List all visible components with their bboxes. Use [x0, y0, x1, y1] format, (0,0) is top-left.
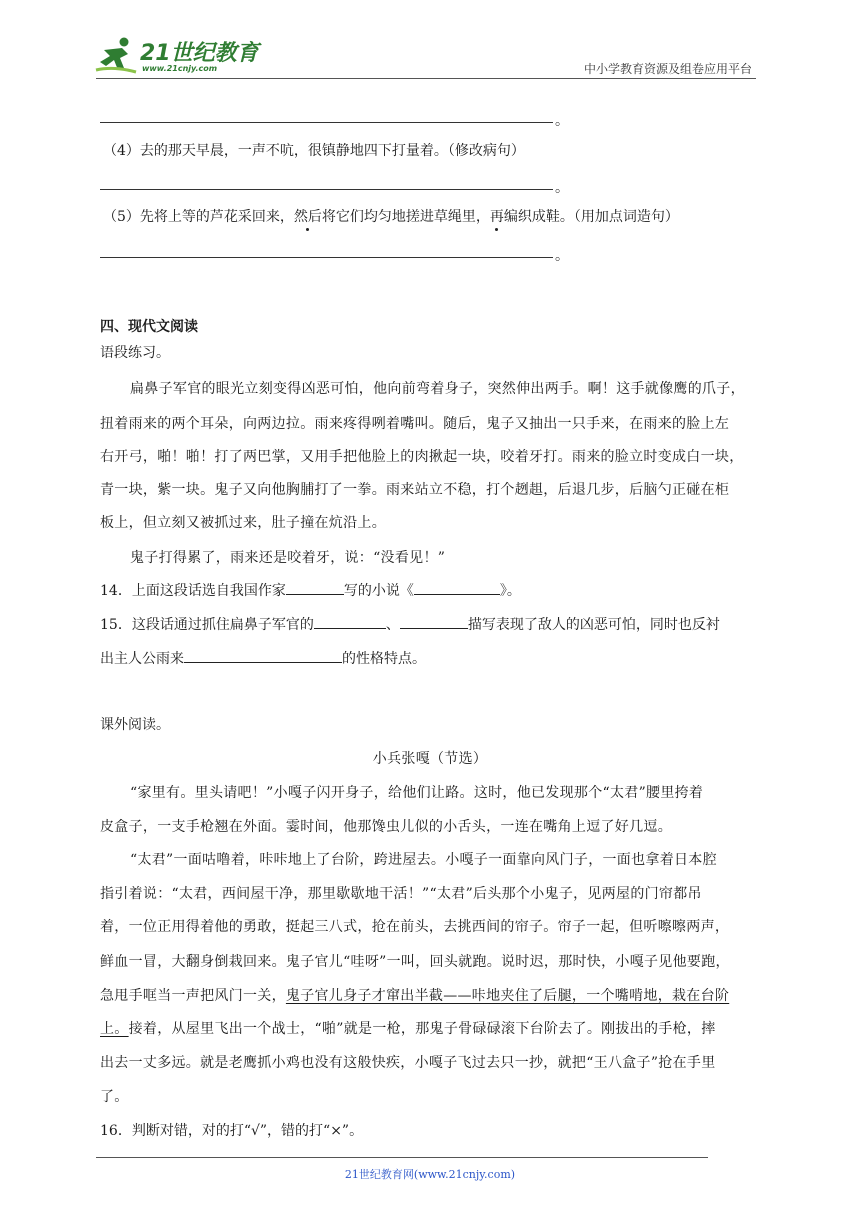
question-4: （4）去的那天早晨，一声不吭，很镇静地四下打量着。（修改病句）	[103, 143, 525, 159]
q15-text: 15．这段话通过抓住扁鼻子军官的	[100, 617, 314, 633]
site-logo	[94, 36, 264, 80]
passage-text: 急甩手哐当一声把风门一关，	[100, 988, 286, 1004]
underlined-sentence: 鬼子官儿身子才窜出半截——咔地夹住了后腿，一个嘴啃地，栽在台阶	[285, 988, 730, 1004]
q15-text: 、	[385, 617, 400, 633]
q5-suffix: 编织成鞋。（用加点词造句）	[503, 209, 679, 225]
question-5	[103, 206, 679, 226]
runner-logo-icon	[94, 36, 138, 76]
question-15-line2	[100, 648, 426, 668]
passage-line: 着，一位正用得着他的勇敢，挺起三八式，抢在前头，去挑西间的帘子。帘子一起，但听嚓嚓两声，	[100, 919, 730, 935]
end-mark: 。	[555, 248, 569, 264]
underlined-sentence: 上。	[100, 1021, 129, 1037]
passage-text: 接着，从屋里飞出一个战士，“啪”就是一枪，那鬼子骨碌碌滚下台阶去了。刚拔出的手枪，摔	[128, 1021, 716, 1037]
passage-line: 指引着说：“太君，西间屋干净，那里歇歇地干活！”“太君”后头那个小鬼子，见两屋的门帘都吊	[100, 886, 702, 902]
footer-link[interactable]: 21世纪教育网(www.21cnjy.com)	[344, 1168, 516, 1181]
passage-line: 皮盒子，一支手枪翘在外面。霎时间，他那馋虫儿似的小舌头，一连在嘴角上逗了好几逗。	[100, 819, 672, 835]
end-mark: 。	[555, 180, 569, 196]
passage-title: 小兵张嘎（节选）	[372, 751, 488, 767]
q5-prefix: （5）先将上等的芦花采回来，	[103, 209, 294, 225]
q5-dotted-word: 然后	[294, 206, 322, 226]
footer-divider	[96, 1157, 708, 1158]
q15-text: 描写表现了敌人的凶恶可怕，同时也反衬	[467, 617, 720, 633]
header-divider	[96, 78, 756, 79]
q14-text: 14．上面这段话选自我国作家	[100, 583, 286, 599]
passage-line: “太君”一面咕噜着，咔咔地上了台阶，跨进屋去。小嘎子一面靠向风门子，一面也拿着日本腔	[130, 852, 717, 868]
answer-line	[100, 257, 553, 258]
q15-blank-2[interactable]	[400, 614, 468, 629]
section-intro: 语段练习。	[100, 345, 170, 361]
extra-reading-intro: 课外阅读。	[100, 717, 170, 733]
passage-line	[100, 1018, 716, 1038]
q14-blank-author[interactable]	[286, 580, 344, 595]
question-14	[100, 580, 521, 600]
platform-name: 中小学教育资源及组卷应用平台	[583, 62, 752, 76]
q15-blank-3[interactable]	[184, 648, 342, 663]
q15-blank-1[interactable]	[314, 614, 386, 629]
q14-text: 写的小说《	[343, 583, 414, 599]
passage-line: “家里有。里头请吧！”小嘎子闪开身子，给他们让路。这时，他已发现那个“太君”腰里挎着	[130, 785, 704, 801]
question-16: 16．判断对错，对的打“√”，错的打“×”。	[100, 1123, 364, 1139]
passage-line: 扭着雨来的两个耳朵，向两边拉。雨来疼得咧着嘴叫。随后，鬼子又抽出一只手来，在雨来的脸上左	[100, 416, 730, 432]
answer-line	[100, 189, 553, 190]
passage-line: 出去一丈多远。就是老鹰抓小鸡也没有这般快疾，小嘎子飞过去只一抄，就把“王八盒子”抢在手里	[100, 1055, 716, 1071]
end-mark: 。	[555, 113, 569, 129]
passage-line	[100, 985, 729, 1005]
q15-text: 出主人公雨来	[100, 651, 184, 667]
passage-line: 青一块，紫一块。鬼子又向他胸脯打了一拳。雨来站立不稳，打个趔趄，后退几步，后脑勺正碰在柜	[100, 482, 730, 498]
q14-text: 》。	[499, 583, 521, 599]
passage-line: 右开弓，啪！啪！打了两巴掌，又用手把他脸上的肉揪起一块，咬着牙打。雨来的脸立时变成白一块，	[100, 449, 744, 465]
passage-line: 鬼子打得累了，雨来还是咬着牙，说：“没看见！”	[130, 550, 446, 566]
logo-text: 21世纪教育	[140, 41, 259, 66]
passage-line: 板上，但立刻又被抓过来，肚子撞在炕沿上。	[100, 515, 386, 531]
page-header	[0, 0, 860, 84]
section-heading: 四、现代文阅读	[100, 319, 198, 335]
passage-line: 了。	[100, 1089, 129, 1105]
question-15	[100, 614, 720, 634]
q14-blank-title[interactable]	[414, 580, 500, 595]
q5-dotted-word: 再	[490, 206, 504, 226]
q15-text: 的性格特点。	[342, 651, 426, 667]
logo-url: www.21cnjy.com	[142, 64, 218, 73]
passage-line: 鲜血一冒，大翻身倒栽回来。鬼子官儿“哇呀”一叫，回头就跑。说时迟，那时快，小嘎子见他要跑，	[100, 954, 730, 970]
answer-line	[100, 122, 553, 123]
q5-middle: 将它们均匀地搓进草绳里，	[321, 209, 490, 225]
passage-line: 扁鼻子军官的眼光立刻变得凶恶可怕，他向前弯着身子，突然伸出两手。啊！这手就像鹰的爪子，	[130, 381, 745, 397]
